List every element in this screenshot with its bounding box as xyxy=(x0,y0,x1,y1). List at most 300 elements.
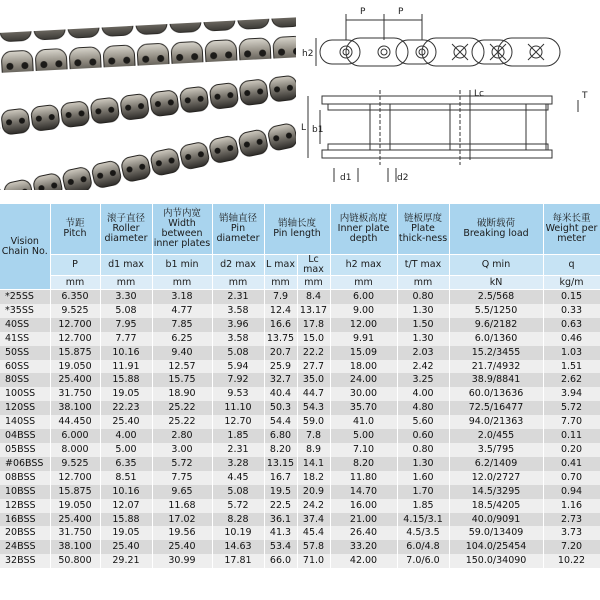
table-cell: 0.63 xyxy=(543,318,600,332)
table-cell: 0.11 xyxy=(543,429,600,443)
table-cell: 7.92 xyxy=(212,373,264,387)
header-pindia-cn: 销轴直径 xyxy=(218,213,257,224)
table-row xyxy=(0,513,600,527)
header-chain-no: Vision Chain No. xyxy=(0,204,50,290)
table-cell: 31.750 xyxy=(50,387,100,401)
table-cell: 3.30 xyxy=(100,290,152,304)
table-cell: 7.9 xyxy=(264,290,297,304)
header-width-en: Width between inner plates xyxy=(153,218,211,249)
table-cell: 5.94 xyxy=(212,360,264,374)
table-cell: 9.6/2182 xyxy=(449,318,543,332)
table-cell: 12.700 xyxy=(50,471,100,485)
table-cell: 4.00 xyxy=(100,429,152,443)
table-cell: 6.35 xyxy=(100,457,152,471)
table-cell: 21.7/4932 xyxy=(449,360,543,374)
table-cell: 7.75 xyxy=(152,471,212,485)
header-pinlen-en: Pin length xyxy=(273,228,321,239)
sym-pinlen-lc: Lc max xyxy=(297,255,330,276)
sym-pitch: P xyxy=(50,255,100,276)
table-cell: 0.80 xyxy=(397,290,449,304)
table-row xyxy=(0,499,600,513)
table-cell: 19.5 xyxy=(264,485,297,499)
table-cell: 5.60 xyxy=(397,415,449,429)
chain-number-cell: 100SS xyxy=(0,387,50,401)
table-cell: 57.8 xyxy=(297,540,330,554)
table-cell: 2.0/455 xyxy=(449,429,543,443)
table-row xyxy=(0,290,600,304)
table-row xyxy=(0,401,600,415)
chain-spec-table xyxy=(0,204,600,568)
table-cell: 3.96 xyxy=(212,318,264,332)
chain-number-cell: 12BSS xyxy=(0,499,50,513)
table-cell: 60.0/13636 xyxy=(449,387,543,401)
unit-roller: mm xyxy=(100,276,152,290)
table-cell: 14.63 xyxy=(212,540,264,554)
unit-depth: mm xyxy=(330,276,397,290)
table-cell: 2.03 xyxy=(397,346,449,360)
chain-number-cell: 40SS xyxy=(0,318,50,332)
table-cell: 27.7 xyxy=(297,360,330,374)
table-cell: 29.21 xyxy=(100,554,152,568)
header-load-en: Breaking load xyxy=(463,228,529,239)
table-cell: 5.5/1250 xyxy=(449,304,543,318)
table-row xyxy=(0,457,600,471)
chain-number-cell: 08BSS xyxy=(0,471,50,485)
table-cell: 12.0/2727 xyxy=(449,471,543,485)
table-row xyxy=(0,485,600,499)
header-roller-diameter xyxy=(100,204,152,255)
table-cell: 12.700 xyxy=(50,332,100,346)
table-cell: 6.25 xyxy=(152,332,212,346)
table-row xyxy=(0,429,600,443)
header-breaking-load xyxy=(449,204,543,255)
table-cell: 38.9/8841 xyxy=(449,373,543,387)
table-cell: 50.3 xyxy=(264,401,297,415)
table-cell: 9.53 xyxy=(212,387,264,401)
table-cell: 5.00 xyxy=(330,429,397,443)
table-cell: 0.20 xyxy=(543,443,600,457)
table-cell: 6.350 xyxy=(50,290,100,304)
table-cell: 0.15 xyxy=(543,290,600,304)
table-cell: 18.90 xyxy=(152,387,212,401)
table-cell: 38.100 xyxy=(50,540,100,554)
chain-number-cell: *35SS xyxy=(0,304,50,318)
table-cell: 30.99 xyxy=(152,554,212,568)
table-cell: 15.09 xyxy=(330,346,397,360)
header-load-cn: 破断载荷 xyxy=(477,218,516,229)
header-pinlen-cn: 销轴长度 xyxy=(278,218,317,229)
unit-pindia: mm xyxy=(212,276,264,290)
table-cell: 20.9 xyxy=(297,485,330,499)
table-cell: 32.7 xyxy=(264,373,297,387)
sym-thickness: t/T max xyxy=(397,255,449,276)
header-roller-en: Roller diameter xyxy=(104,223,148,244)
header-plate-thickness xyxy=(397,204,449,255)
table-cell: 25.40 xyxy=(100,540,152,554)
table-cell: 1.30 xyxy=(397,332,449,346)
table-cell: 2.31 xyxy=(212,443,264,457)
table-cell: 5.08 xyxy=(212,485,264,499)
table-cell: 22.23 xyxy=(100,401,152,415)
table-cell: 3.94 xyxy=(543,387,600,401)
chain-number-cell: 140SS xyxy=(0,415,50,429)
table-cell: 3.73 xyxy=(543,526,600,540)
table-cell: 16.7 xyxy=(264,471,297,485)
table-cell: 15.875 xyxy=(50,346,100,360)
table-cell: 20.7 xyxy=(264,346,297,360)
table-cell: 3.58 xyxy=(212,304,264,318)
unit-pitch: mm xyxy=(50,276,100,290)
table-cell: 150.0/34090 xyxy=(449,554,543,568)
header-pindia-en: Pin diameter xyxy=(216,223,260,244)
table-cell: 4.80 xyxy=(397,401,449,415)
chain-number-cell: 50SS xyxy=(0,346,50,360)
header-thick-en: Plate thick-ness xyxy=(398,223,448,244)
header-width-cn: 内节内宽 xyxy=(162,208,201,219)
chain-number-cell: 04BSS xyxy=(0,429,50,443)
table-cell: 7.0/6.0 xyxy=(397,554,449,568)
unit-width: mm xyxy=(152,276,212,290)
table-cell: 4.77 xyxy=(152,304,212,318)
table-cell: 10.19 xyxy=(212,526,264,540)
table-cell: 7.70 xyxy=(543,415,600,429)
table-cell: 26.40 xyxy=(330,526,397,540)
table-cell: 10.22 xyxy=(543,554,600,568)
table-cell: 40.4 xyxy=(264,387,297,401)
chain-number-cell: 80SS xyxy=(0,373,50,387)
table-cell: 1.30 xyxy=(397,457,449,471)
table-cell: 35.0 xyxy=(297,373,330,387)
table-cell: 7.95 xyxy=(100,318,152,332)
table-cell: 17.81 xyxy=(212,554,264,568)
unit-load: kN xyxy=(449,276,543,290)
table-cell: 38.100 xyxy=(50,401,100,415)
table-cell: 6.00 xyxy=(330,290,397,304)
table-cell: 1.03 xyxy=(543,346,600,360)
table-cell: 25.40 xyxy=(100,415,152,429)
table-cell: 4.5/3.5 xyxy=(397,526,449,540)
table-cell: 25.400 xyxy=(50,513,100,527)
table-cell: 13.17 xyxy=(297,304,330,318)
table-cell: 10.16 xyxy=(100,485,152,499)
header-pitch-cn: 节距 xyxy=(65,218,85,229)
header-pitch xyxy=(50,204,100,255)
table-cell: 5.00 xyxy=(100,443,152,457)
table-cell: 25.40 xyxy=(152,540,212,554)
table-cell: 0.80 xyxy=(397,443,449,457)
table-cell: 6.000 xyxy=(50,429,100,443)
table-cell: 1.16 xyxy=(543,499,600,513)
table-cell: 7.20 xyxy=(543,540,600,554)
table-cell: 50.800 xyxy=(50,554,100,568)
table-cell: 18.2 xyxy=(297,471,330,485)
table-cell: 9.91 xyxy=(330,332,397,346)
table-cell: 22.5 xyxy=(264,499,297,513)
table-row xyxy=(0,415,600,429)
sym-pindia: d2 max xyxy=(212,255,264,276)
table-cell: 7.8 xyxy=(297,429,330,443)
table-cell: 15.88 xyxy=(100,513,152,527)
table-cell: 45.4 xyxy=(297,526,330,540)
table-cell: 22.2 xyxy=(297,346,330,360)
product-header-area xyxy=(0,0,600,204)
sym-depth: h2 max xyxy=(330,255,397,276)
table-cell: 25.22 xyxy=(152,401,212,415)
pitch-label-2: P xyxy=(398,7,404,17)
table-cell: 8.9 xyxy=(297,443,330,457)
table-row xyxy=(0,360,600,374)
table-cell: 0.46 xyxy=(543,332,600,346)
table-cell: 33.20 xyxy=(330,540,397,554)
table-cell: 19.050 xyxy=(50,499,100,513)
table-cell: 31.750 xyxy=(50,526,100,540)
table-cell: 8.20 xyxy=(264,443,297,457)
table-cell: 5.72 xyxy=(152,457,212,471)
table-cell: 1.30 xyxy=(397,304,449,318)
roller-diameter-label: d1 xyxy=(340,173,352,183)
table-cell: 71.0 xyxy=(297,554,330,568)
table-row xyxy=(0,443,600,457)
table-cell: 9.00 xyxy=(330,304,397,318)
table-cell: 0.33 xyxy=(543,304,600,318)
table-cell: 2.73 xyxy=(543,513,600,527)
table-row xyxy=(0,554,600,568)
table-cell: 12.700 xyxy=(50,318,100,332)
table-cell: 12.07 xyxy=(100,499,152,513)
inner-plate-depth-label: h2 xyxy=(302,49,314,59)
table-cell: 0.94 xyxy=(543,485,600,499)
header-inner-width xyxy=(152,204,212,255)
table-cell: 14.70 xyxy=(330,485,397,499)
table-cell: 12.00 xyxy=(330,318,397,332)
header-weight-en: Weight per meter xyxy=(545,223,598,244)
chain-dimension-drawing xyxy=(300,0,600,190)
table-cell: 5.72 xyxy=(212,499,264,513)
chain-number-cell: 05BSS xyxy=(0,443,50,457)
header-weight xyxy=(543,204,600,255)
table-cell: 3.18 xyxy=(152,290,212,304)
table-cell: 37.4 xyxy=(297,513,330,527)
header-thick-cn: 链板厚度 xyxy=(404,213,443,224)
table-cell: 4.15/3.1 xyxy=(397,513,449,527)
header-pin-length xyxy=(264,204,330,255)
table-cell: 1.85 xyxy=(397,499,449,513)
unit-weight: kg/m xyxy=(543,276,600,290)
chain-number-cell: 20BSS xyxy=(0,526,50,540)
chain-number-cell: 24BSS xyxy=(0,540,50,554)
table-cell: 25.22 xyxy=(152,415,212,429)
table-cell: 3.25 xyxy=(397,373,449,387)
chain-number-cell: 60SS xyxy=(0,360,50,374)
table-cell: 0.60 xyxy=(397,429,449,443)
sym-pinlen-l: L max xyxy=(264,255,297,276)
table-cell: 36.1 xyxy=(264,513,297,527)
table-cell: 25.9 xyxy=(264,360,297,374)
table-cell: 24.2 xyxy=(297,499,330,513)
table-cell: 10.16 xyxy=(100,346,152,360)
chain-number-cell: 16BSS xyxy=(0,513,50,527)
table-cell: 7.10 xyxy=(330,443,397,457)
spec-table-body xyxy=(0,290,600,569)
table-cell: 11.91 xyxy=(100,360,152,374)
table-cell: 94.0/21363 xyxy=(449,415,543,429)
table-cell: 15.875 xyxy=(50,485,100,499)
table-cell: 40.0/9091 xyxy=(449,513,543,527)
table-cell: 2.5/568 xyxy=(449,290,543,304)
table-cell: 0.70 xyxy=(543,471,600,485)
table-cell: 66.0 xyxy=(264,554,297,568)
table-cell: 8.000 xyxy=(50,443,100,457)
table-cell: 9.40 xyxy=(152,346,212,360)
table-cell: 13.15 xyxy=(264,457,297,471)
table-cell: 14.1 xyxy=(297,457,330,471)
table-cell: 15.2/3455 xyxy=(449,346,543,360)
table-cell: 5.08 xyxy=(212,346,264,360)
table-cell: 17.8 xyxy=(297,318,330,332)
unit-thickness: mm xyxy=(397,276,449,290)
table-cell: 41.0 xyxy=(330,415,397,429)
table-cell: 16.6 xyxy=(264,318,297,332)
header-depth-en: Inner plate depth xyxy=(337,223,390,244)
table-cell: 9.525 xyxy=(50,457,100,471)
table-cell: 18.5/4205 xyxy=(449,499,543,513)
table-cell: 5.72 xyxy=(543,401,600,415)
table-cell: 25.400 xyxy=(50,373,100,387)
table-cell: 12.57 xyxy=(152,360,212,374)
table-cell: 12.70 xyxy=(212,415,264,429)
table-cell: 7.85 xyxy=(152,318,212,332)
table-cell: 41.3 xyxy=(264,526,297,540)
table-cell: 59.0/13409 xyxy=(449,526,543,540)
sym-roller: d1 max xyxy=(100,255,152,276)
table-cell: 15.75 xyxy=(152,373,212,387)
table-row xyxy=(0,318,600,332)
table-cell: 35.70 xyxy=(330,401,397,415)
table-cell: 8.51 xyxy=(100,471,152,485)
pin-diameter-label: d2 xyxy=(397,173,409,183)
table-cell: 53.4 xyxy=(264,540,297,554)
table-cell: 6.0/1360 xyxy=(449,332,543,346)
table-cell: 21.00 xyxy=(330,513,397,527)
unit-pinlen-l: mm xyxy=(264,276,297,290)
table-cell: 6.2/1409 xyxy=(449,457,543,471)
table-cell: 11.68 xyxy=(152,499,212,513)
table-cell: 3.5/795 xyxy=(449,443,543,457)
table-cell: 8.20 xyxy=(330,457,397,471)
table-cell: 1.85 xyxy=(212,429,264,443)
table-cell: 6.80 xyxy=(264,429,297,443)
unit-pinlen-lc: mm xyxy=(297,276,330,290)
table-cell: 16.00 xyxy=(330,499,397,513)
table-row xyxy=(0,540,600,554)
table-cell: 11.80 xyxy=(330,471,397,485)
table-cell: 44.7 xyxy=(297,387,330,401)
table-cell: 19.05 xyxy=(100,526,152,540)
chain-number-cell: 10BSS xyxy=(0,485,50,499)
table-cell: 7.77 xyxy=(100,332,152,346)
table-cell: 8.4 xyxy=(297,290,330,304)
table-row xyxy=(0,373,600,387)
table-cell: 4.00 xyxy=(397,387,449,401)
table-cell: 11.10 xyxy=(212,401,264,415)
table-row xyxy=(0,304,600,318)
table-cell: 3.58 xyxy=(212,332,264,346)
chain-number-cell: 41SS xyxy=(0,332,50,346)
chain-photo xyxy=(0,0,296,190)
table-cell: 8.28 xyxy=(212,513,264,527)
chain-number-cell: 32BSS xyxy=(0,554,50,568)
sym-load: Q min xyxy=(449,255,543,276)
chain-number-cell: *25SS xyxy=(0,290,50,304)
table-cell: 6.0/4.8 xyxy=(397,540,449,554)
pin-length-lc-label: Lc xyxy=(474,89,484,99)
table-cell: 2.42 xyxy=(397,360,449,374)
sym-width: b1 min xyxy=(152,255,212,276)
chain-number-cell: #06BSS xyxy=(0,457,50,471)
table-cell: 44.450 xyxy=(50,415,100,429)
table-cell: 12.4 xyxy=(264,304,297,318)
chain-number-cell: 120SS xyxy=(0,401,50,415)
table-cell: 1.50 xyxy=(397,318,449,332)
table-cell: 3.00 xyxy=(152,443,212,457)
table-cell: 1.70 xyxy=(397,485,449,499)
inner-width-label: b1 xyxy=(312,125,324,135)
table-cell: 104.0/25454 xyxy=(449,540,543,554)
table-cell: 3.28 xyxy=(212,457,264,471)
header-pitch-en: Pitch xyxy=(63,228,87,239)
table-cell: 19.05 xyxy=(100,387,152,401)
table-row xyxy=(0,526,600,540)
table-cell: 54.4 xyxy=(264,415,297,429)
plate-thickness-label: T xyxy=(582,91,588,101)
table-cell: 72.5/16477 xyxy=(449,401,543,415)
table-cell: 15.0 xyxy=(297,332,330,346)
table-row xyxy=(0,471,600,485)
table-cell: 1.51 xyxy=(543,360,600,374)
table-cell: 14.5/3295 xyxy=(449,485,543,499)
header-pin-diameter xyxy=(212,204,264,255)
table-cell: 13.75 xyxy=(264,332,297,346)
table-cell: 0.41 xyxy=(543,457,600,471)
table-row xyxy=(0,332,600,346)
table-cell: 59.0 xyxy=(297,415,330,429)
header-roller-cn: 滚子直径 xyxy=(106,213,145,224)
pin-length-label: L xyxy=(301,123,307,133)
table-cell: 1.60 xyxy=(397,471,449,485)
table-cell: 24.00 xyxy=(330,373,397,387)
header-weight-cn: 每米长重 xyxy=(552,213,591,224)
table-cell: 9.525 xyxy=(50,304,100,318)
table-cell: 2.31 xyxy=(212,290,264,304)
table-cell: 19.050 xyxy=(50,360,100,374)
table-cell: 2.80 xyxy=(152,429,212,443)
sym-weight: q xyxy=(543,255,600,276)
table-cell: 15.88 xyxy=(100,373,152,387)
header-depth-cn: 内链板高度 xyxy=(339,213,388,224)
table-cell: 4.45 xyxy=(212,471,264,485)
table-row xyxy=(0,346,600,360)
pitch-label-1: P xyxy=(360,7,366,17)
table-cell: 54.3 xyxy=(297,401,330,415)
table-cell: 18.00 xyxy=(330,360,397,374)
header-plate-depth xyxy=(330,204,397,255)
table-row xyxy=(0,387,600,401)
table-cell: 2.62 xyxy=(543,373,600,387)
table-cell: 17.02 xyxy=(152,513,212,527)
table-cell: 42.00 xyxy=(330,554,397,568)
table-cell: 9.65 xyxy=(152,485,212,499)
table-cell: 5.08 xyxy=(100,304,152,318)
